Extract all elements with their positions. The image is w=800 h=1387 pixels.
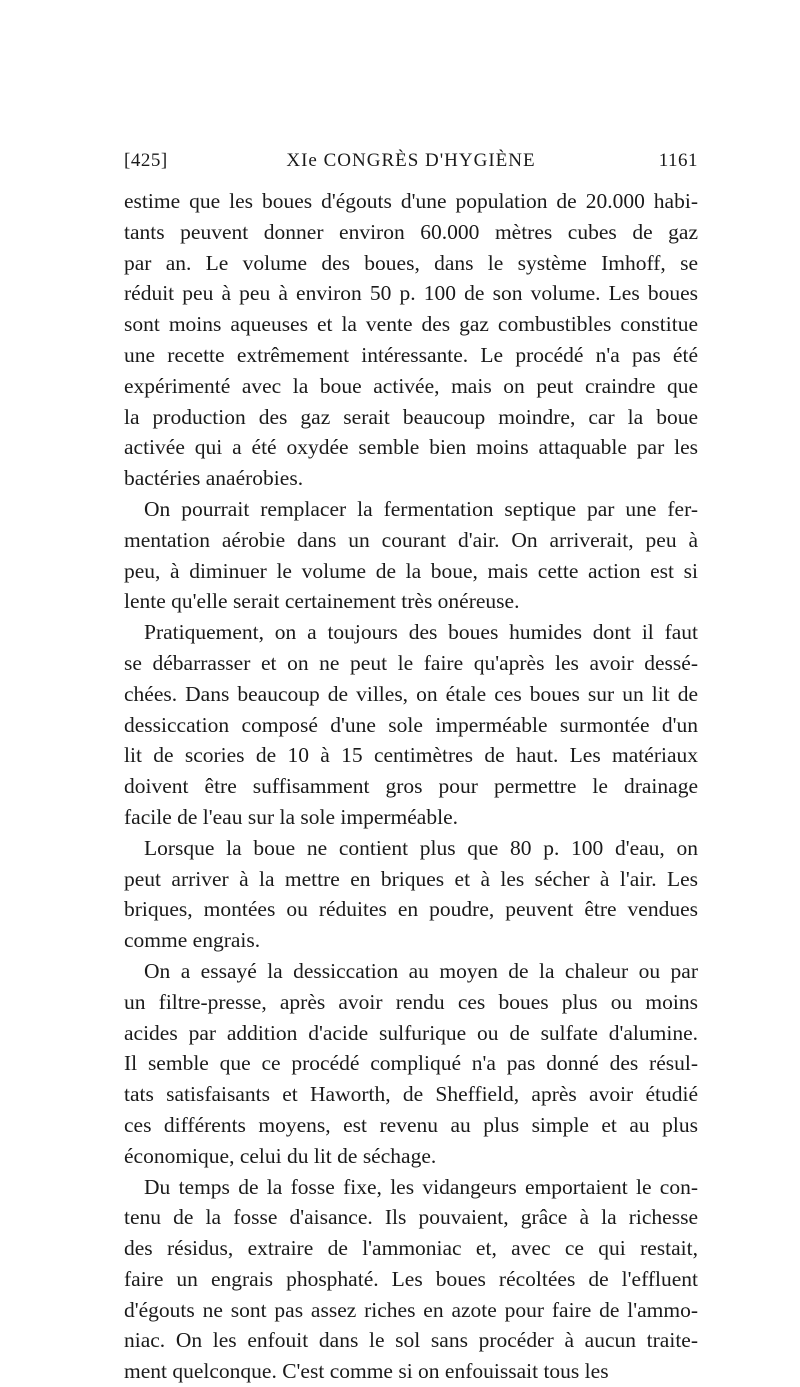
text-line: doivent être suffisamment gros pour permettre le drainage [124, 771, 698, 802]
text-line: dessiccation composé d'une sole imperméable surmontée d'un [124, 710, 698, 741]
text-line: économique, celui du lit de séchage. [124, 1141, 698, 1172]
text-line: tats satisfaisants et Haworth, de Sheffield, après avoir étudié [124, 1079, 698, 1110]
body-text [124, 186, 698, 1387]
text-line: Il semble que ce procédé compliqué n'a pas donné des résul- [124, 1048, 698, 1079]
text-line: réduit peu à peu à environ 50 p. 100 de son volume. Les boues [124, 278, 698, 309]
text-line: acides par addition d'acide sulfurique ou de sulfate d'alumine. [124, 1018, 698, 1049]
text-line: Du temps de la fosse fixe, les vidangeurs emportaient le con- [124, 1172, 698, 1203]
text-line: ces différents moyens, est revenu au plus simple et au plus [124, 1110, 698, 1141]
text-line: ment quelconque. C'est comme si on enfouissait tous les [124, 1356, 698, 1387]
text-line: niac. On les enfouit dans le sol sans procéder à aucun traite- [124, 1325, 698, 1356]
text-line: On a essayé la dessiccation au moyen de la chaleur ou par [124, 956, 698, 987]
paragraph [124, 1172, 698, 1387]
running-title: XIe CONGRÈS D'HYGIÈNE [124, 150, 698, 172]
text-line: briques, montées ou réduites en poudre, peuvent être vendues [124, 894, 698, 925]
text-line: estime que les boues d'égouts d'une population de 20.000 habi- [124, 186, 698, 217]
text-line: lente qu'elle serait certainement très onéreuse. [124, 586, 698, 617]
paragraph [124, 833, 698, 956]
text-line: des résidus, extraire de l'ammoniac et, avec ce qui restait, [124, 1233, 698, 1264]
text-line: mentation aérobie dans un courant d'air. On arriverait, peu à [124, 525, 698, 556]
text-line: sont moins aqueuses et la vente des gaz combustibles constitue [124, 309, 698, 340]
text-line: tenu de la fosse d'aisance. Ils pouvaient, grâce à la richesse [124, 1202, 698, 1233]
text-line: peu, à diminuer le volume de la boue, mais cette action est si [124, 556, 698, 587]
text-line: On pourrait remplacer la fermentation septique par une fer- [124, 494, 698, 525]
text-line: activée qui a été oxydée semble bien moins attaquable par les [124, 432, 698, 463]
text-line: une recette extrêmement intéressante. Le procédé n'a pas été [124, 340, 698, 371]
paragraph [124, 494, 698, 617]
text-line: peut arriver à la mettre en briques et à les sécher à l'air. Les [124, 864, 698, 895]
text-line: bactéries anaérobies. [124, 463, 698, 494]
section-number: [425] [124, 150, 168, 172]
text-line: la production des gaz serait beaucoup moindre, car la boue [124, 402, 698, 433]
text-line: un filtre-presse, après avoir rendu ces boues plus ou moins [124, 987, 698, 1018]
text-line: tants peuvent donner environ 60.000 mètres cubes de gaz [124, 217, 698, 248]
text-line: Lorsque la boue ne contient plus que 80 p. 100 d'eau, on [124, 833, 698, 864]
text-line: par an. Le volume des boues, dans le système Imhoff, se [124, 248, 698, 279]
running-head [124, 150, 698, 176]
text-line: Pratiquement, on a toujours des boues humides dont il faut [124, 617, 698, 648]
text-line: expérimenté avec la boue activée, mais on peut craindre que [124, 371, 698, 402]
text-line: faire un engrais phosphaté. Les boues récoltées de l'effluent [124, 1264, 698, 1295]
paragraph [124, 956, 698, 1172]
text-line: d'égouts ne sont pas assez riches en azote pour faire de l'ammo- [124, 1295, 698, 1326]
text-line: comme engrais. [124, 925, 698, 956]
paragraph [124, 617, 698, 833]
text-line: facile de l'eau sur la sole imperméable. [124, 802, 698, 833]
paragraph [124, 186, 698, 494]
text-line: lit de scories de 10 à 15 centimètres de haut. Les matériaux [124, 740, 698, 771]
page-number: 1161 [659, 150, 698, 172]
text-line: se débarrasser et on ne peut le faire qu'après les avoir dessé- [124, 648, 698, 679]
text-line: chées. Dans beaucoup de villes, on étale ces boues sur un lit de [124, 679, 698, 710]
